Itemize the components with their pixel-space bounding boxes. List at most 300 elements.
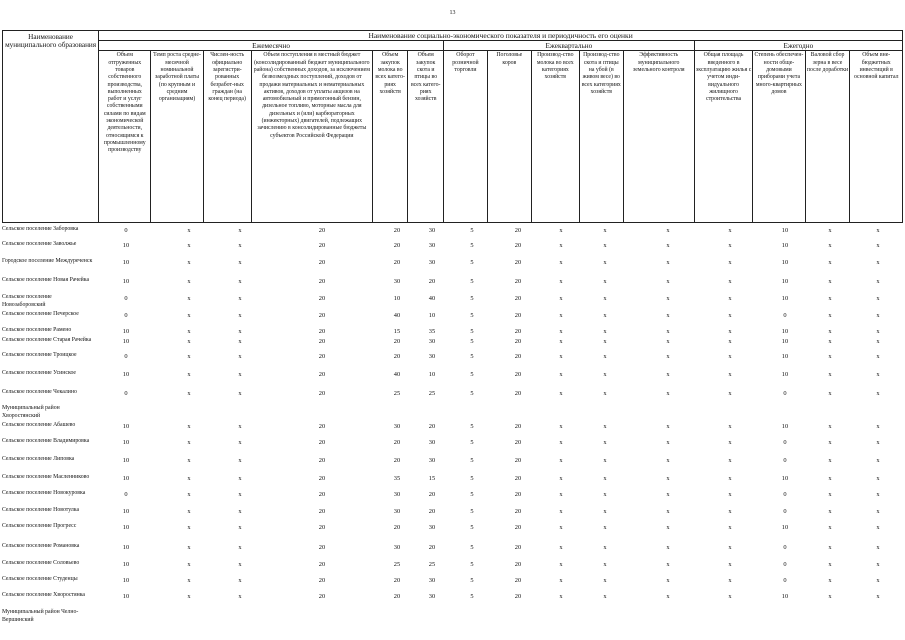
table-cell: х	[828, 390, 832, 397]
table-cell: х	[238, 390, 242, 397]
table-cell: х	[728, 295, 732, 302]
table-cell: х	[828, 423, 832, 430]
table-cell: х	[187, 457, 191, 464]
table-cell: х	[559, 561, 563, 568]
table-cell: 10	[122, 524, 130, 531]
table-cell: 10	[781, 593, 789, 600]
column-header: Производ-ство молока во всех категориях хозяйств	[531, 51, 579, 223]
table-cell: х	[728, 475, 732, 482]
table-cell: 25	[428, 561, 436, 568]
period-monthly: Ежемесячно	[99, 41, 444, 51]
table-cell: 10	[781, 227, 789, 234]
table-cell: 10	[781, 295, 789, 302]
table-cell: х	[728, 593, 732, 600]
table-cell: х	[187, 593, 191, 600]
table-cell: х	[559, 577, 563, 584]
table-cell: х	[559, 242, 563, 249]
table-cell: х	[876, 390, 880, 397]
table-cell: х	[238, 371, 242, 378]
table-cell: 20	[318, 439, 326, 446]
row-municipality-name: Сельское поселение Рамено	[2, 327, 72, 333]
table-cell: 5	[470, 242, 474, 249]
table-cell: 20	[318, 561, 326, 568]
table-cell: 0	[124, 227, 128, 234]
table-cell: х	[666, 475, 670, 482]
row-municipality-name: Сельское поселение Хворостянка	[2, 592, 86, 598]
row-municipality-name: Сельское поселение Печерское	[2, 311, 79, 317]
table-cell: х	[238, 491, 242, 498]
table-cell: х	[603, 390, 607, 397]
table-cell: х	[828, 439, 832, 446]
table-cell: 20	[514, 312, 522, 319]
table-cell: х	[187, 312, 191, 319]
table-cell: х	[666, 508, 670, 515]
table-cell: 40	[428, 295, 436, 302]
table-cell: х	[828, 295, 832, 302]
table-cell: 20	[318, 312, 326, 319]
table-cell: 5	[470, 312, 474, 319]
table-cell: х	[828, 475, 832, 482]
table-cell: х	[828, 259, 832, 266]
table-cell: 20	[514, 353, 522, 360]
table-cell: х	[559, 439, 563, 446]
table-cell: 20	[514, 423, 522, 430]
table-cell: х	[728, 242, 732, 249]
table-cell: 20	[318, 328, 326, 335]
indicator-header: Наименование социально-экономического показателя и периодичность его оценки	[99, 31, 903, 41]
table-cell: 30	[428, 227, 436, 234]
table-cell: 30	[428, 353, 436, 360]
table-cell: х	[238, 561, 242, 568]
table-cell: 20	[514, 371, 522, 378]
table-cell: 20	[514, 544, 522, 551]
table-cell: 20	[514, 457, 522, 464]
table-cell: х	[559, 544, 563, 551]
table-cell: х	[828, 353, 832, 360]
column-header: Общая площадь введенного в эксплуатацию жилья с учетом инди-видуального жилищного строительства	[694, 51, 753, 223]
table-cell: 20	[514, 593, 522, 600]
table-cell: х	[603, 544, 607, 551]
column-header: Степень обеспечен-ности обще-домовыми приборами учета много-квартирных домов	[753, 51, 805, 223]
table-cell: 20	[318, 577, 326, 584]
municipality-header: Наименование муниципального образования	[3, 31, 99, 223]
table-cell: х	[238, 328, 242, 335]
table-cell: 0	[783, 312, 787, 319]
table-cell: х	[187, 561, 191, 568]
table-cell: х	[603, 371, 607, 378]
column-header: Объем закупок молока во всех катего-риях хозяйств	[372, 51, 408, 223]
table-cell: 5	[470, 457, 474, 464]
table-cell: х	[828, 524, 832, 531]
table-cell: х	[876, 508, 880, 515]
table-cell: 0	[124, 353, 128, 360]
table-cell: х	[559, 295, 563, 302]
column-header: Валовой сбор зерна в весе после доработки	[805, 51, 850, 223]
row-municipality-name: Сельское поселение Абашево	[2, 422, 76, 428]
row-municipality-name: Сельское поселение Троицкое	[2, 352, 77, 358]
table-cell: х	[238, 577, 242, 584]
table-cell: 10	[781, 475, 789, 482]
table-cell: х	[828, 508, 832, 515]
table-cell: х	[187, 475, 191, 482]
table-cell: х	[238, 312, 242, 319]
table-cell: 10	[122, 259, 130, 266]
table-cell: х	[876, 561, 880, 568]
table-cell: 10	[122, 508, 130, 515]
table-cell: х	[876, 544, 880, 551]
table-cell: х	[876, 259, 880, 266]
table-cell: х	[187, 295, 191, 302]
table-cell: х	[876, 371, 880, 378]
column-header: Числен-ность официально зарегистри-рованных безработ-ных граждан (на конец периода)	[203, 51, 251, 223]
row-municipality-name: Сельское поселение Липовка	[2, 456, 75, 462]
table-cell: х	[603, 508, 607, 515]
table-cell: 10	[781, 371, 789, 378]
table-cell: х	[876, 328, 880, 335]
table-cell: 20	[318, 371, 326, 378]
table-cell: х	[728, 227, 732, 234]
row-municipality-name: Городское поселение Междуреченск	[2, 258, 93, 264]
table-cell: 20	[514, 439, 522, 446]
table-cell: 20	[318, 491, 326, 498]
table-cell: 5	[470, 390, 474, 397]
table-cell: х	[876, 295, 880, 302]
table-cell: х	[187, 259, 191, 266]
table-cell: 20	[514, 242, 522, 249]
column-header: Объем отгруженных товаров собственного производства, выполненных работ и услуг собственными силами по видам экономической деятельности, относящимся к промышленному производству	[99, 51, 151, 223]
table-cell: х	[666, 227, 670, 234]
table-cell: 10	[781, 328, 789, 335]
table-cell: х	[728, 328, 732, 335]
table-cell: х	[603, 353, 607, 360]
table-cell: 35	[428, 328, 436, 335]
table-cell: х	[238, 475, 242, 482]
table-cell: 20	[318, 338, 326, 345]
table-cell: х	[603, 524, 607, 531]
table-cell: х	[666, 577, 670, 584]
table-cell: 5	[470, 328, 474, 335]
table-cell: х	[238, 423, 242, 430]
table-cell: 30	[428, 593, 436, 600]
table-cell: 30	[428, 242, 436, 249]
table-cell: х	[559, 338, 563, 345]
table-cell: 10	[781, 259, 789, 266]
table-cell: х	[876, 577, 880, 584]
table-cell: х	[828, 242, 832, 249]
table-cell: х	[559, 491, 563, 498]
table-cell: 5	[470, 338, 474, 345]
table-cell: х	[728, 544, 732, 551]
table-cell: х	[238, 338, 242, 345]
table-cell: 20	[393, 338, 401, 345]
table-cell: х	[603, 278, 607, 285]
table-cell: х	[876, 242, 880, 249]
table-cell: х	[187, 544, 191, 551]
table-cell: х	[828, 544, 832, 551]
table-cell: 30	[393, 491, 401, 498]
table-cell: х	[559, 278, 563, 285]
table-cell: 20	[393, 259, 401, 266]
table-cell: 0	[124, 312, 128, 319]
table-cell: х	[728, 577, 732, 584]
table-cell: х	[666, 390, 670, 397]
table-cell: 10	[781, 353, 789, 360]
table-cell: 0	[783, 390, 787, 397]
table-cell: х	[876, 593, 880, 600]
table-cell: х	[666, 338, 670, 345]
table-cell: 20	[514, 338, 522, 345]
table-cell: х	[876, 353, 880, 360]
table-cell: 20	[514, 508, 522, 515]
table-cell: х	[666, 353, 670, 360]
table-cell: 20	[318, 390, 326, 397]
table-cell: 20	[393, 439, 401, 446]
table-cell: х	[603, 491, 607, 498]
table-cell: 5	[470, 259, 474, 266]
table-cell: 20	[393, 524, 401, 531]
table-cell: 5	[470, 371, 474, 378]
table-cell: х	[603, 439, 607, 446]
table-cell: 20	[318, 524, 326, 531]
table-cell: 10	[122, 242, 130, 249]
table-cell: х	[828, 457, 832, 464]
table-cell: 20	[428, 544, 436, 551]
table-cell: х	[666, 242, 670, 249]
table-cell: х	[238, 295, 242, 302]
table-cell: х	[559, 227, 563, 234]
table-cell: х	[728, 561, 732, 568]
table-cell: 20	[318, 278, 326, 285]
table-cell: 10	[122, 561, 130, 568]
table-cell: х	[876, 491, 880, 498]
table-cell: х	[187, 577, 191, 584]
row-municipality-name: Сельское поселение Усинское	[2, 370, 77, 376]
table-cell: 5	[470, 423, 474, 430]
table-cell: х	[666, 544, 670, 551]
table-cell: х	[238, 544, 242, 551]
table-cell: х	[187, 328, 191, 335]
table-cell: 5	[470, 593, 474, 600]
table-cell: 40	[393, 371, 401, 378]
column-header: Объем вне-бюджетных инвестиций в основной капитал	[850, 51, 903, 223]
table-cell: х	[559, 524, 563, 531]
table-cell: х	[238, 439, 242, 446]
table-cell: х	[559, 423, 563, 430]
row-municipality-name: Муниципальный район Челно-Вершинский	[2, 609, 79, 623]
column-header: Поголовье коров	[487, 51, 531, 223]
table-cell: х	[666, 524, 670, 531]
row-municipality-name: Сельское поселение Масленниково	[2, 474, 90, 480]
table-cell: х	[666, 593, 670, 600]
table-cell: 10	[393, 295, 401, 302]
table-cell: 25	[393, 561, 401, 568]
table-cell: 10	[122, 278, 130, 285]
table-cell: х	[876, 439, 880, 446]
table-cell: 10	[122, 423, 130, 430]
table-cell: 30	[428, 439, 436, 446]
table-cell: х	[828, 491, 832, 498]
table-cell: 20	[318, 593, 326, 600]
table-cell: х	[728, 338, 732, 345]
table-cell: х	[666, 295, 670, 302]
table-cell: х	[187, 353, 191, 360]
table-cell: 5	[470, 439, 474, 446]
row-municipality-name: Сельское поселение Владимировка	[2, 438, 90, 444]
table-cell: х	[559, 328, 563, 335]
table-cell: х	[603, 338, 607, 345]
table-cell: х	[728, 371, 732, 378]
table-cell: х	[187, 390, 191, 397]
table-cell: 10	[122, 371, 130, 378]
table-cell: 0	[783, 561, 787, 568]
table-cell: х	[666, 328, 670, 335]
table-cell: х	[603, 561, 607, 568]
table-cell: 10	[781, 338, 789, 345]
row-municipality-name: Сельское поселение Новокуровка	[2, 490, 86, 496]
table-cell: х	[238, 508, 242, 515]
table-cell: х	[728, 508, 732, 515]
table-cell: х	[828, 561, 832, 568]
table-cell: х	[187, 371, 191, 378]
table-cell: 40	[393, 312, 401, 319]
table-cell: х	[828, 278, 832, 285]
table-cell: х	[238, 593, 242, 600]
table-cell: х	[238, 227, 242, 234]
table-cell: х	[876, 338, 880, 345]
table-cell: 0	[783, 508, 787, 515]
table-cell: х	[666, 371, 670, 378]
table-cell: 30	[428, 524, 436, 531]
table-cell: х	[187, 278, 191, 285]
table-cell: х	[666, 312, 670, 319]
table-cell: х	[603, 328, 607, 335]
table-cell: х	[559, 353, 563, 360]
table-cell: 20	[393, 227, 401, 234]
table-cell: 5	[470, 561, 474, 568]
table-cell: х	[603, 312, 607, 319]
table-cell: 5	[470, 508, 474, 515]
table-cell: 10	[122, 439, 130, 446]
table-cell: х	[666, 561, 670, 568]
table-cell: х	[559, 312, 563, 319]
table-cell: х	[603, 577, 607, 584]
table-cell: х	[187, 439, 191, 446]
table-cell: х	[187, 423, 191, 430]
table-cell: 0	[783, 439, 787, 446]
table-cell: х	[187, 524, 191, 531]
table-cell: х	[876, 227, 880, 234]
table-cell: 30	[428, 457, 436, 464]
table-cell: х	[828, 371, 832, 378]
table-cell: х	[828, 312, 832, 319]
table-cell: х	[187, 242, 191, 249]
table-cell: 0	[783, 577, 787, 584]
table-cell: х	[666, 491, 670, 498]
table-cell: 30	[393, 508, 401, 515]
table-cell: х	[876, 278, 880, 285]
table-cell: 20	[514, 227, 522, 234]
table-cell: х	[666, 457, 670, 464]
table-cell: 30	[428, 577, 436, 584]
table-cell: х	[828, 593, 832, 600]
table-cell: х	[728, 457, 732, 464]
table-cell: 10	[781, 242, 789, 249]
table-cell: 5	[470, 544, 474, 551]
table-cell: 20	[428, 508, 436, 515]
table-cell: 10	[122, 457, 130, 464]
table-cell: 20	[514, 561, 522, 568]
table-cell: х	[876, 312, 880, 319]
table-cell: х	[238, 259, 242, 266]
table-cell: 10	[122, 577, 130, 584]
table-cell: 20	[318, 544, 326, 551]
table-cell: 10	[122, 338, 130, 345]
column-header: Объем закупок скота и птицы во всех катего-риях хозяйств	[408, 51, 444, 223]
table-cell: х	[828, 577, 832, 584]
table-cell: х	[728, 524, 732, 531]
table-cell: х	[559, 593, 563, 600]
table-cell: 5	[470, 353, 474, 360]
table-cell: 20	[428, 491, 436, 498]
table-cell: х	[876, 475, 880, 482]
table-cell: х	[238, 457, 242, 464]
table-cell: х	[187, 227, 191, 234]
row-municipality-name: Сельское поселение Чекалино	[2, 389, 77, 395]
table-cell: 20	[514, 295, 522, 302]
table-cell: 20	[318, 353, 326, 360]
table-cell: 30	[393, 423, 401, 430]
table-cell: 20	[393, 577, 401, 584]
table-cell: 20	[318, 475, 326, 482]
table-cell: х	[187, 338, 191, 345]
table-cell: х	[666, 278, 670, 285]
table-cell: 10	[122, 328, 130, 335]
row-municipality-name: Сельское поселение Новая Рачейка	[2, 277, 90, 283]
column-header: Производ-ство скота и птицы на убой (в живом весе) во всех категориях хозяйств	[579, 51, 623, 223]
table-cell: 20	[514, 524, 522, 531]
column-header: Эффективность муниципального земельного контроля	[623, 51, 694, 223]
table-cell: 20	[318, 423, 326, 430]
table-cell: 10	[122, 544, 130, 551]
table-cell: 30	[428, 259, 436, 266]
row-municipality-name: Сельское поселение Старая Рачейка	[2, 337, 92, 343]
table-cell: х	[828, 338, 832, 345]
row-municipality-name: Сельское поселение Прогресс	[2, 523, 77, 529]
table-cell: 20	[318, 508, 326, 515]
table-cell: 20	[393, 593, 401, 600]
table-cell: 0	[783, 544, 787, 551]
table-cell: 5	[470, 524, 474, 531]
table-cell: 5	[470, 491, 474, 498]
table-cell: 5	[470, 577, 474, 584]
row-municipality-name: Сельское поселение Заборовка	[2, 226, 79, 232]
table-cell: 20	[393, 353, 401, 360]
table-cell: х	[238, 524, 242, 531]
table-cell: х	[603, 475, 607, 482]
table-cell: 0	[124, 390, 128, 397]
table-cell: 20	[514, 475, 522, 482]
table-cell: 5	[470, 475, 474, 482]
table-cell: 20	[318, 295, 326, 302]
table-cell: 5	[470, 295, 474, 302]
table-cell: 10	[428, 371, 436, 378]
table-cell: 20	[514, 278, 522, 285]
table-cell: х	[603, 242, 607, 249]
table-cell: 0	[783, 457, 787, 464]
table-cell: 15	[393, 328, 401, 335]
table-cell: х	[666, 259, 670, 266]
table-cell: х	[728, 278, 732, 285]
